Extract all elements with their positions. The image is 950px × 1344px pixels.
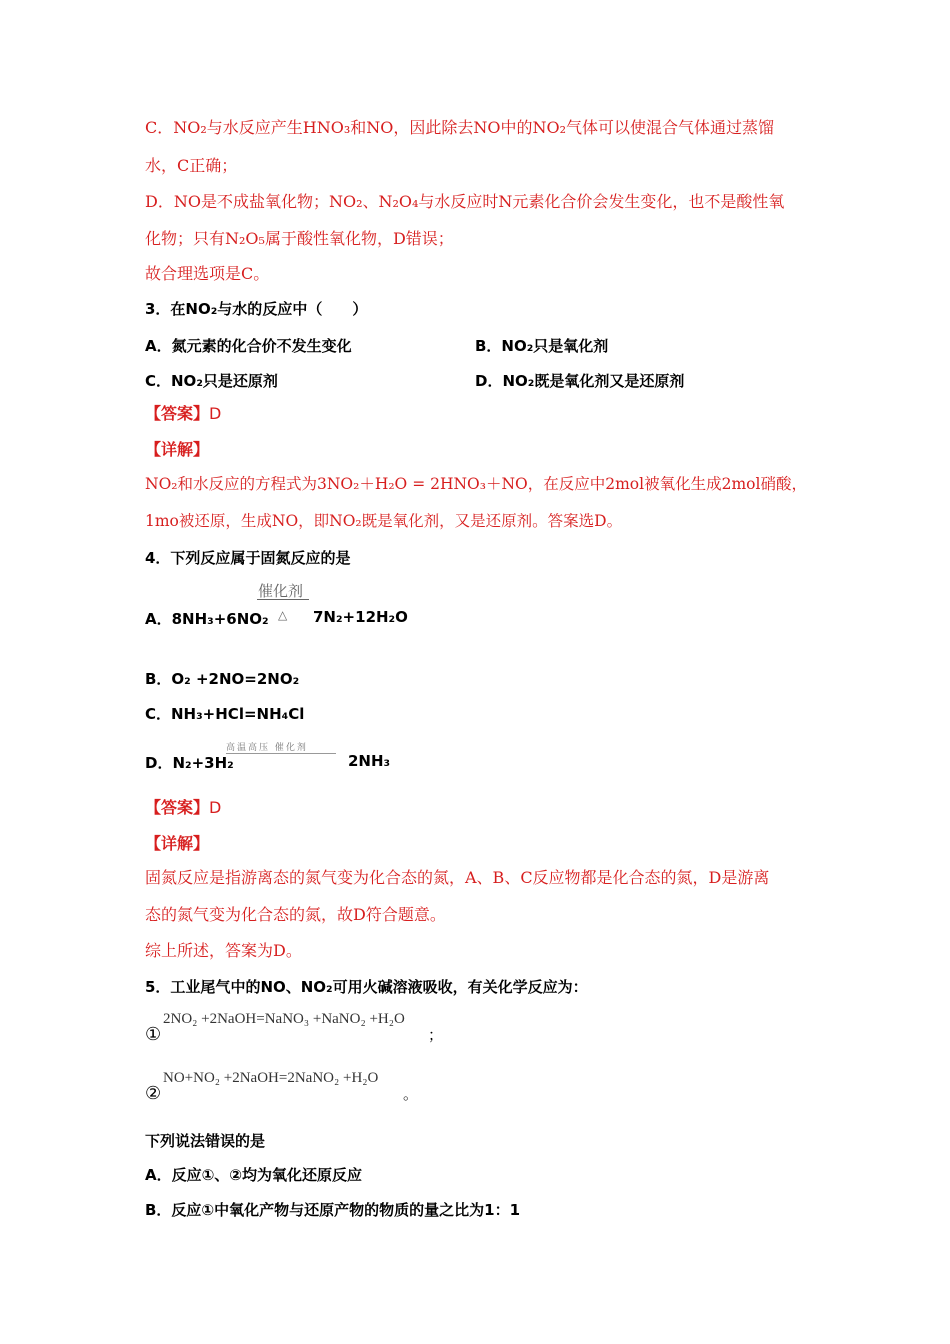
q5-equation-1: 2NO₂ +2NaOH=NaNO₃ +NaNO₂ +H₂O bbox=[163, 1011, 405, 1027]
q4-stem: 4．下列反应属于固氮反应的是 bbox=[145, 549, 351, 567]
q4-option-a-products: 7N₂+12H₂O bbox=[313, 608, 408, 626]
q5-equation-2: NO+NO₂ +2NaOH=2NaNO₂ +H₂O bbox=[163, 1070, 379, 1086]
q4-option-d-conditions: 高温高压 催化剂 bbox=[226, 743, 308, 753]
explanation-line-c-cont: 水，C正确； bbox=[145, 156, 238, 175]
q3-stem: 3．在NO₂与水的反应中（ ） bbox=[145, 300, 368, 318]
q4-detail-tag: 【详解】 bbox=[145, 834, 210, 853]
q3-answer-value: D bbox=[209, 404, 222, 423]
q3-option-a: A．氮元素的化合价不发生变化 bbox=[145, 337, 352, 355]
q4-detail-line1: 固氮反应是指游离态的氮气变为化合态的氮，A、B、C反应物都是化合态的氮，D是游离 bbox=[145, 868, 770, 887]
q5-eq1-marker: ① bbox=[145, 1024, 162, 1045]
q5-stem: 5．工业尾气中的NO、NO₂可用火碱溶液吸收，有关化学反应为： bbox=[145, 978, 588, 996]
q3-option-d: D．NO₂既是氧化剂又是还原剂 bbox=[475, 372, 685, 390]
q4-option-a-reactants: A．8NH₃+6NO₂ bbox=[145, 610, 269, 628]
q5-option-a: A．反应①、②均为氧化还原反应 bbox=[145, 1166, 363, 1184]
q3-detail-tag: 【详解】 bbox=[145, 440, 210, 459]
q4-answer-tag: 【答案】 bbox=[145, 798, 210, 817]
q4-option-c: C．NH₃+HCl=NH₄Cl bbox=[145, 705, 305, 723]
q4-catalyst-label: 催化剂 bbox=[258, 582, 304, 600]
q5-eq1-end: ； bbox=[428, 1026, 444, 1044]
explanation-line-c: C．NO₂与水反应产生HNO₃和NO，因此除去NO中的NO₂气体可以使混合气体通过蒸馏 bbox=[145, 118, 775, 137]
q3-option-b: B．NO₂只是氧化剂 bbox=[475, 337, 609, 355]
q4-reaction-arrow-line bbox=[257, 599, 309, 600]
q4-answer-value: D bbox=[209, 798, 222, 817]
explanation-conclusion: 故合理选项是C。 bbox=[145, 264, 270, 283]
q3-option-c: C．NO₂只是还原剂 bbox=[145, 372, 278, 390]
q4-option-d-reactants: D．N₂+3H₂ bbox=[145, 754, 234, 772]
q3-detail-line2: 1mo被还原，生成NO，即NO₂既是氧化剂，又是还原剂。答案选D。 bbox=[145, 512, 623, 530]
q4-answer bbox=[145, 798, 221, 818]
q4-heat-mark: △ bbox=[278, 608, 288, 622]
q5-eq2-marker: ② bbox=[145, 1083, 162, 1104]
q3-answer bbox=[145, 404, 221, 424]
q4-detail-line3: 综上所述，答案为D。 bbox=[145, 941, 302, 960]
explanation-line-d: D．NO是不成盐氧化物；NO₂、N₂O₄与水反应时N元素化合价会发生变化，也不是酸性氧 bbox=[145, 192, 785, 211]
q4-option-d-products: 2NH₃ bbox=[348, 752, 391, 770]
q5-question: 下列说法错误的是 bbox=[145, 1132, 266, 1150]
q3-answer-tag: 【答案】 bbox=[145, 404, 210, 423]
q5-option-b: B．反应①中氧化产物与还原产物的物质的量之比为1：1 bbox=[145, 1201, 521, 1219]
explanation-line-d-cont: 化物；只有N₂O₅属于酸性氧化物，D错误； bbox=[145, 229, 454, 248]
q4-detail-line2: 态的氮气变为化合态的氮，故D符合题意。 bbox=[145, 905, 446, 924]
q4-option-b: B．O₂ +2NO=2NO₂ bbox=[145, 670, 300, 688]
q3-detail-line1: NO₂和水反应的方程式为3NO₂＋H₂O = 2HNO₃＋NO，在反应中2mol被氧化生成2mol硝酸， bbox=[145, 475, 807, 493]
q4-option-d-arrow bbox=[226, 753, 336, 754]
q5-eq2-end: 。 bbox=[403, 1085, 419, 1103]
